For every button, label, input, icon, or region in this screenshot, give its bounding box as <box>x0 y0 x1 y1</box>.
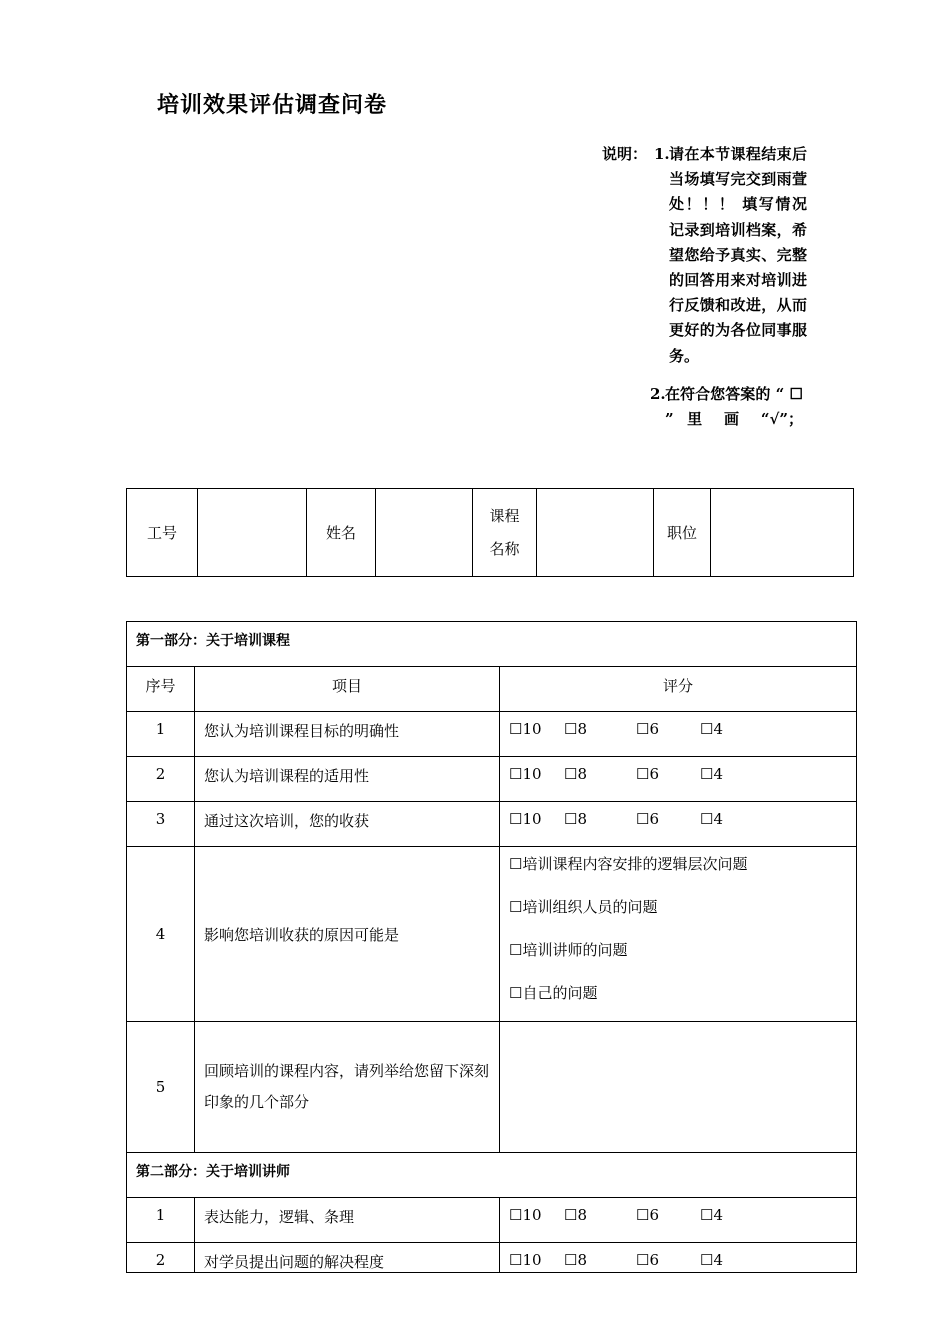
reason-checkbox-organizer[interactable]: ☐培训组织人员的问题 <box>509 898 658 916</box>
reason-options <box>500 847 857 1022</box>
rating-checkbox-8[interactable]: ☐8 <box>564 765 587 783</box>
row-item: 通过这次培训，您的收获 <box>195 802 500 847</box>
header-number: 序号 <box>127 667 195 712</box>
rating-checkbox-4[interactable]: ☐4 <box>700 765 723 783</box>
section1-title: 第一部分：关于培训课程 <box>127 622 857 667</box>
rating-options <box>500 1243 857 1273</box>
recall-answer-field[interactable] <box>500 1022 857 1153</box>
rating-checkbox-4[interactable]: ☐4 <box>700 1251 723 1269</box>
row-item: 表达能力，逻辑、条理 <box>195 1198 500 1243</box>
rating-options <box>500 757 857 802</box>
table-row <box>127 802 857 847</box>
table-row <box>127 712 857 757</box>
rating-checkbox-10[interactable]: ☐10 <box>509 1206 542 1224</box>
rating-checkbox-10[interactable]: ☐10 <box>509 765 542 783</box>
page-title: 培训效果评估调查问卷 <box>157 92 388 118</box>
reason-checkbox-logic[interactable]: ☐培训课程内容安排的逻辑层次问题 <box>509 855 748 873</box>
survey-table <box>126 621 857 1273</box>
rating-options <box>500 712 857 757</box>
instructions-label: 说明： <box>602 145 648 163</box>
position-field[interactable] <box>711 489 854 577</box>
rating-checkbox-6[interactable]: ☐6 <box>636 810 659 828</box>
row-item: 回顾培训的课程内容，请列举给您留下深刻印象的几个部分 <box>195 1022 500 1153</box>
row-number: 2 <box>127 757 195 802</box>
table-row <box>127 847 857 1022</box>
rating-checkbox-10[interactable]: ☐10 <box>509 720 542 738</box>
reason-checkbox-instructor[interactable]: ☐培训讲师的问题 <box>509 941 628 959</box>
row-number: 1 <box>127 1198 195 1243</box>
name-field[interactable] <box>376 489 473 577</box>
employee-id-field[interactable] <box>198 489 307 577</box>
table-row <box>127 1198 857 1243</box>
rating-options <box>500 1198 857 1243</box>
course-name-field[interactable] <box>537 489 654 577</box>
section2-title: 第二部分：关于培训讲师 <box>127 1153 857 1198</box>
row-number: 1 <box>127 712 195 757</box>
instruction-1-text: 请在本节课程结束后当场填写完交到雨萱处！！！ 填写情况记录到培训档案，希望您给予真实、完整的回答用来对培训进行反馈和改进，从而更好的为各位同事服务。 <box>669 145 807 365</box>
name-label: 姓名 <box>307 489 376 577</box>
row-number: 5 <box>127 1022 195 1153</box>
rating-checkbox-6[interactable]: ☐6 <box>636 720 659 738</box>
row-item: 影响您培训收获的原因可能是 <box>195 847 500 1022</box>
header-score: 评分 <box>500 667 857 712</box>
employee-id-label: 工号 <box>127 489 198 577</box>
position-label: 职位 <box>654 489 711 577</box>
header-item: 项目 <box>195 667 500 712</box>
table-row <box>127 757 857 802</box>
course-name-label <box>473 489 537 577</box>
rating-checkbox-6[interactable]: ☐6 <box>636 1206 659 1224</box>
table-row <box>127 1243 857 1273</box>
rating-options <box>500 802 857 847</box>
course-name-label-line1: 课程 <box>489 506 520 525</box>
instruction-2-text: 在符合您答案的 “ ☐ ” 里 画 “√”； <box>665 384 803 429</box>
table-row <box>127 1022 857 1153</box>
rating-checkbox-4[interactable]: ☐4 <box>700 720 723 738</box>
instruction-2-number: 2. <box>650 384 666 403</box>
employee-info-table <box>126 488 854 577</box>
rating-checkbox-4[interactable]: ☐4 <box>700 1206 723 1224</box>
row-number: 2 <box>127 1243 195 1273</box>
instructions <box>602 142 812 432</box>
rating-checkbox-8[interactable]: ☐8 <box>564 1251 587 1269</box>
row-item: 您认为培训课程的适用性 <box>195 757 500 802</box>
row-item: 您认为培训课程目标的明确性 <box>195 712 500 757</box>
rating-checkbox-8[interactable]: ☐8 <box>564 810 587 828</box>
row-number: 4 <box>127 847 195 1022</box>
rating-checkbox-8[interactable]: ☐8 <box>564 720 587 738</box>
rating-checkbox-10[interactable]: ☐10 <box>509 810 542 828</box>
course-name-label-line2: 名称 <box>489 539 520 558</box>
reason-checkbox-self[interactable]: ☐自己的问题 <box>509 984 598 1002</box>
row-item: 对学员提出问题的解决程度 <box>195 1243 500 1273</box>
rating-checkbox-6[interactable]: ☐6 <box>636 765 659 783</box>
instruction-1-number: 1. <box>654 145 670 163</box>
rating-checkbox-8[interactable]: ☐8 <box>564 1206 587 1224</box>
rating-checkbox-4[interactable]: ☐4 <box>700 810 723 828</box>
rating-checkbox-10[interactable]: ☐10 <box>509 1251 542 1269</box>
row-number: 3 <box>127 802 195 847</box>
rating-checkbox-6[interactable]: ☐6 <box>636 1251 659 1269</box>
